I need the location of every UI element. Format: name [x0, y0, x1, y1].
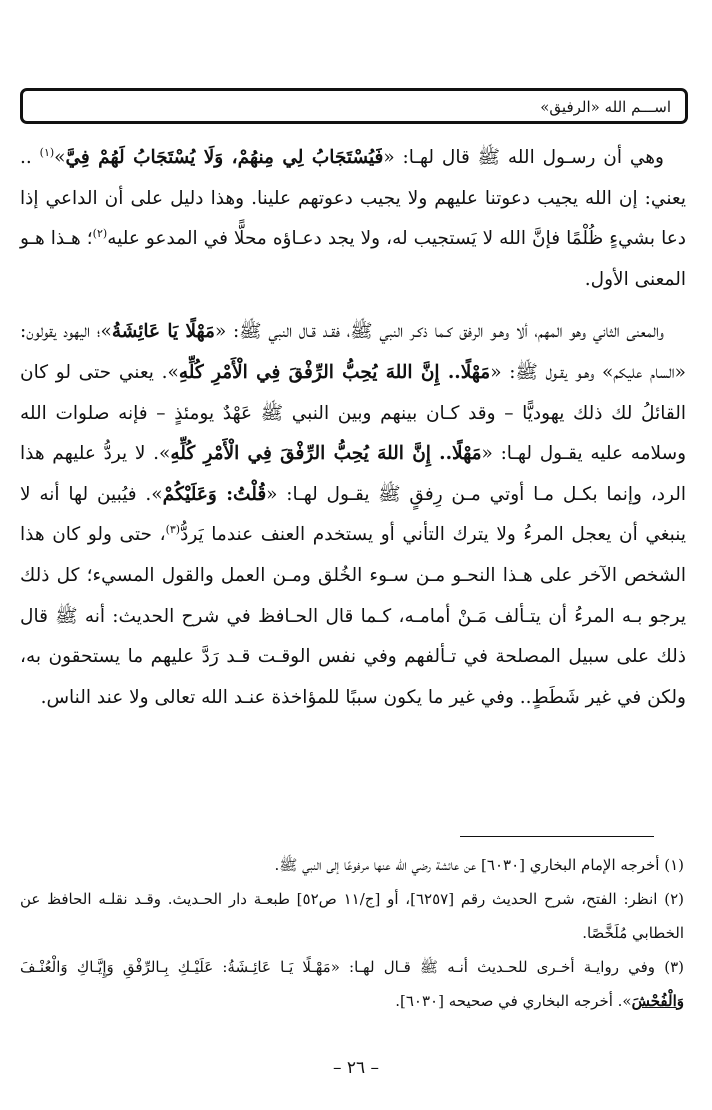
- running-header-title: اســـم الله «الرفيق»: [540, 98, 671, 116]
- p2-text-4: ». لا يردُّ عليهم هذا الرد، وإنما بكـل مـا أوتي مـن رِفقٍ ﷺ يقـول لهـا: «: [20, 443, 686, 505]
- footnote-2: [20, 882, 684, 950]
- running-header-frame: [20, 88, 688, 124]
- p2-hadith-3: مَهْلًا.. إِنَّ اللهَ يُحِبُّ الرِّفْقَ فِي الْأَمْرِ كُلِّهِ: [170, 443, 482, 465]
- footnote-1-text: أخرجه الإمام البخاري [٦٠٣٠] عن عائشة رضي الله عنها مرفوعًا إلى النبي ﷺ.: [274, 856, 665, 874]
- p2-hadith-1: مَهْلًا يَا عَائِشَةُ: [111, 321, 215, 343]
- main-text: [20, 138, 686, 718]
- p1-hadith-1: فَيُسْتَجَابُ لِي مِنهُمْ، وَلَا يُسْتَجَابُ لَهُمْ فِيَّ: [65, 147, 384, 168]
- p1-text-2: »: [54, 147, 66, 168]
- p2-text-5: ». فيُبين لها أنه لا ينبغي أن يعجل المرءُ ولا يترك التأني أو يستخدم العنف عندما يَردُّ: [20, 483, 686, 546]
- footnote-separator: [460, 836, 654, 837]
- footnote-1-number: (١): [664, 856, 684, 874]
- p1-text-1: وهي أن رسـول الله ﷺ قال لهـا: «: [383, 147, 664, 168]
- footnote-3-underlined: وَالْفُحْشَ: [631, 992, 684, 1010]
- p2-hadith-2: مَهْلًا.. إِنَّ اللهَ يُحِبُّ الرِّفْقَ فِي الْأَمْرِ كُلِّهِ: [178, 361, 491, 383]
- footnote-ref-2[interactable]: (٢): [92, 227, 108, 241]
- footnote-3-text-1: وفي روايـة أخـرى للحـديث أنـه ﷺ قـال لهـا: «مَهْـلًا يَـا عَائِـشَةُ: عَلَيْـكِ بِـالرِّفْقِ وَإِيَّـاكِ وَالْعُنْـفَ: [20, 958, 665, 976]
- p2-text-1: والمعنى الثاني وهو المهم، ألا وهـو الرفق كـما ذكـر النبي ﷺ، فقـد قـال النبي ﷺ: «: [214, 321, 664, 343]
- footnote-2-number: (٢): [664, 890, 685, 908]
- footnote-1: [20, 848, 684, 882]
- footnote-2-text: انظر: الفتح، شرح الحديث رقم [٦٢٥٧]، أو [ج/١١ ص٥٢] طبعـة دار الحـديث. وقـد نقلـه الحافظ عن الخطابي مُلَخَّصًا.: [20, 890, 684, 942]
- footnote-3: [20, 950, 684, 1018]
- p2-text-3: ». يعني حتى لو كان القائلُ لك ذلك يهوديًّا – وقد كـان بينهم وبين النبي ﷺ عَهْدٌ يومئذٍ – فإنه صلوات الله وسلامه عليه يقـول لهـا: «: [20, 361, 687, 465]
- p2-hadith-4: قُلْتُ: وَعَلَيْكُمْ: [162, 483, 267, 505]
- p2-text-6: ، حتى ولو كان هذا الشخص الآخر على هـذا النحـو مـن سـوء الخُلق ومـن العمل والقول المسيء؛ كل ذلك يرجو بـه المرءُ أن يتـألف مَـنْ أمامـه، كـما قال الحـافظ في شرح الحديث: أنه ﷺ قال ذلك على سبيل المصلحة في تـألفهم وفي نفس الوقـت قـد رَدَّ عليهم ما يستحقون به، ولكن في غير شَطَطٍ.. وفي غير ما يكون سببًا للمؤاخذة عنـد الله تعالى ولا عند الناس.: [20, 524, 686, 708]
- p1-text-3: .. يعني: إن الله يجيب دعوتنا عليهم ولا يجيب دعوتهم علينا. وهذا دليل على أن الداعي إذا دعا بشيءٍ ظُلْمًا فإنَّ الله لا يَستجيب له، ولا يجد دعـاؤه محلًّا في المدعو عليه: [20, 147, 686, 250]
- paragraph-1: [20, 138, 686, 300]
- paragraph-2: [20, 312, 686, 718]
- footnote-3-text-2: ». أخرجه البخاري في صحيحه [٦٠٣٠].: [395, 992, 632, 1010]
- page-number: – ٢٦ –: [332, 1058, 380, 1078]
- footnote-3-number: (٣): [664, 958, 684, 976]
- p1-text-4: ؛ هـذا هـو المعنى الأول.: [20, 228, 686, 290]
- footnote-ref-1[interactable]: (١): [39, 145, 55, 159]
- footnote-ref-3[interactable]: (٣): [165, 523, 181, 537]
- footnotes: [20, 848, 684, 1018]
- p2-text-2: »؛ اليهود يقولون: «السام عليكم» وهـو يقـول ﷺ: «: [20, 321, 686, 383]
